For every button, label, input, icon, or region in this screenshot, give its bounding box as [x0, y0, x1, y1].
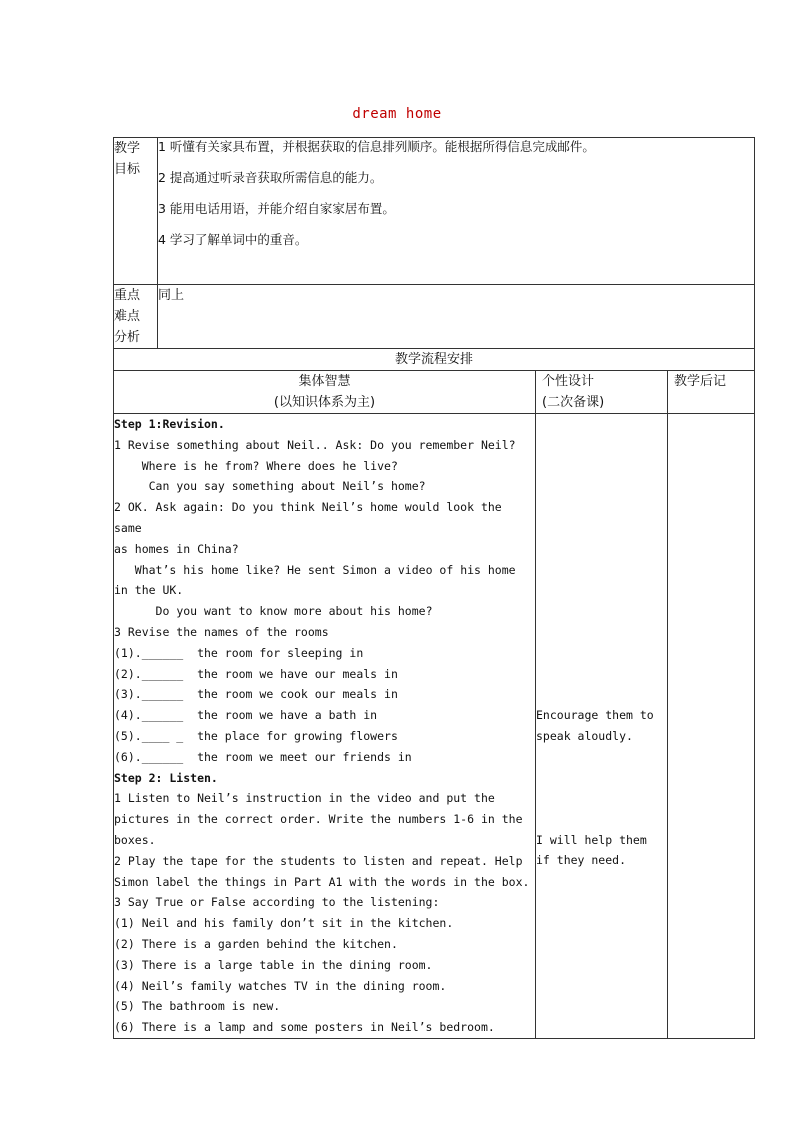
true-false-item: (6) There is a lamp and some posters in Neil’s bedroom. [114, 1020, 495, 1035]
room-blank-line: (5).____ _ the place for growing flowers [114, 728, 398, 743]
process-line: 3 Say True or False according to the listening: [114, 895, 440, 910]
process-line: What’s his home like? He sent Simon a video of his home [114, 562, 516, 577]
true-false-item: (4) Neil’s family watches TV in the dining room. [114, 978, 447, 993]
side-note-line: I will help them [536, 832, 647, 847]
process-line: boxes. [114, 832, 156, 847]
goal-item: 1 听懂有关家具布置，并根据获取的信息排列顺序。能根据所得信息完成邮件。 [158, 139, 595, 154]
goal-item: 4 学习了解单词中的重音。 [158, 232, 308, 247]
goals-label: 教学目标 [114, 138, 158, 285]
keypoints-value: 同上 [158, 285, 755, 349]
process-line: 1 Listen to Neil’s instruction in the video and put the [114, 791, 495, 806]
side-note-line: if they need. [536, 853, 627, 868]
room-blank-line: (2).______ the room we have our meals in [114, 666, 398, 681]
teaching-goals-row [114, 138, 755, 285]
teaching-reflection-header: 教学后记 [668, 371, 755, 414]
process-steps [114, 414, 536, 1039]
process-line: 2 Play the tape for the students to listen and repeat. Help [114, 853, 523, 868]
process-header: 教学流程安排 [114, 349, 755, 371]
process-line: pictures in the correct order. Write the numbers 1-6 in the [114, 812, 523, 827]
step-heading: Step 1:Revision. [114, 417, 225, 431]
room-blank-line: (4).______ the room we have a bath in [114, 708, 378, 723]
lesson-plan-table [113, 137, 755, 1039]
process-header-row [114, 349, 755, 371]
goals-cell [158, 138, 755, 285]
process-line: Do you want to know more about his home? [114, 604, 433, 619]
process-line: as homes in China? [114, 541, 239, 556]
room-blank-line: (3).______ the room we cook our meals in [114, 687, 398, 702]
process-line: 3 Revise the names of the rooms [114, 624, 329, 639]
side-note-line: speak aloudly. [536, 728, 633, 743]
goal-item: 2 提高通过听录音获取所需信息的能力。 [158, 170, 383, 185]
process-line: Where is he from? Where does he live? [114, 458, 398, 473]
true-false-item: (3) There is a large table in the dining room. [114, 957, 433, 972]
collective-wisdom-header: 集体智慧 (以知识体系为主) [114, 371, 536, 414]
true-false-item: (2) There is a garden behind the kitchen. [114, 936, 398, 951]
process-line: 1 Revise something about Neil.. Ask: Do you remember Neil? [114, 437, 516, 452]
process-line: Simon label the things in Part A1 with the words in the box. [114, 874, 530, 889]
process-line: 2 OK. Ask again: Do you think Neil’s home would look the same [114, 500, 509, 535]
room-blank-line: (6).______ the room we meet our friends in [114, 749, 412, 764]
process-content-row [114, 414, 755, 1039]
document-title: dream home [352, 106, 442, 122]
goal-item: 3 能用电话用语，并能介绍自家家居布置。 [158, 201, 395, 216]
side-note-line: Encourage them to [536, 708, 654, 722]
true-false-item: (5) The bathroom is new. [114, 999, 281, 1014]
room-blank-line: (1).______ the room for sleeping in [114, 645, 364, 660]
process-line: Can you say something about Neil’s home? [114, 479, 426, 494]
process-line: in the UK. [114, 583, 184, 598]
true-false-item: (1) Neil and his family don’t sit in the kitchen. [114, 916, 454, 931]
teaching-reflection-cell [668, 414, 755, 1039]
step-heading: Step 2: Listen. [114, 770, 218, 785]
personal-design-header: 个性设计 (二次备课) [536, 371, 668, 414]
personal-design-notes [536, 414, 668, 1039]
keypoints-row [114, 285, 755, 349]
keypoints-label: 重点难点分析 [114, 285, 158, 349]
column-header-row [114, 371, 755, 414]
